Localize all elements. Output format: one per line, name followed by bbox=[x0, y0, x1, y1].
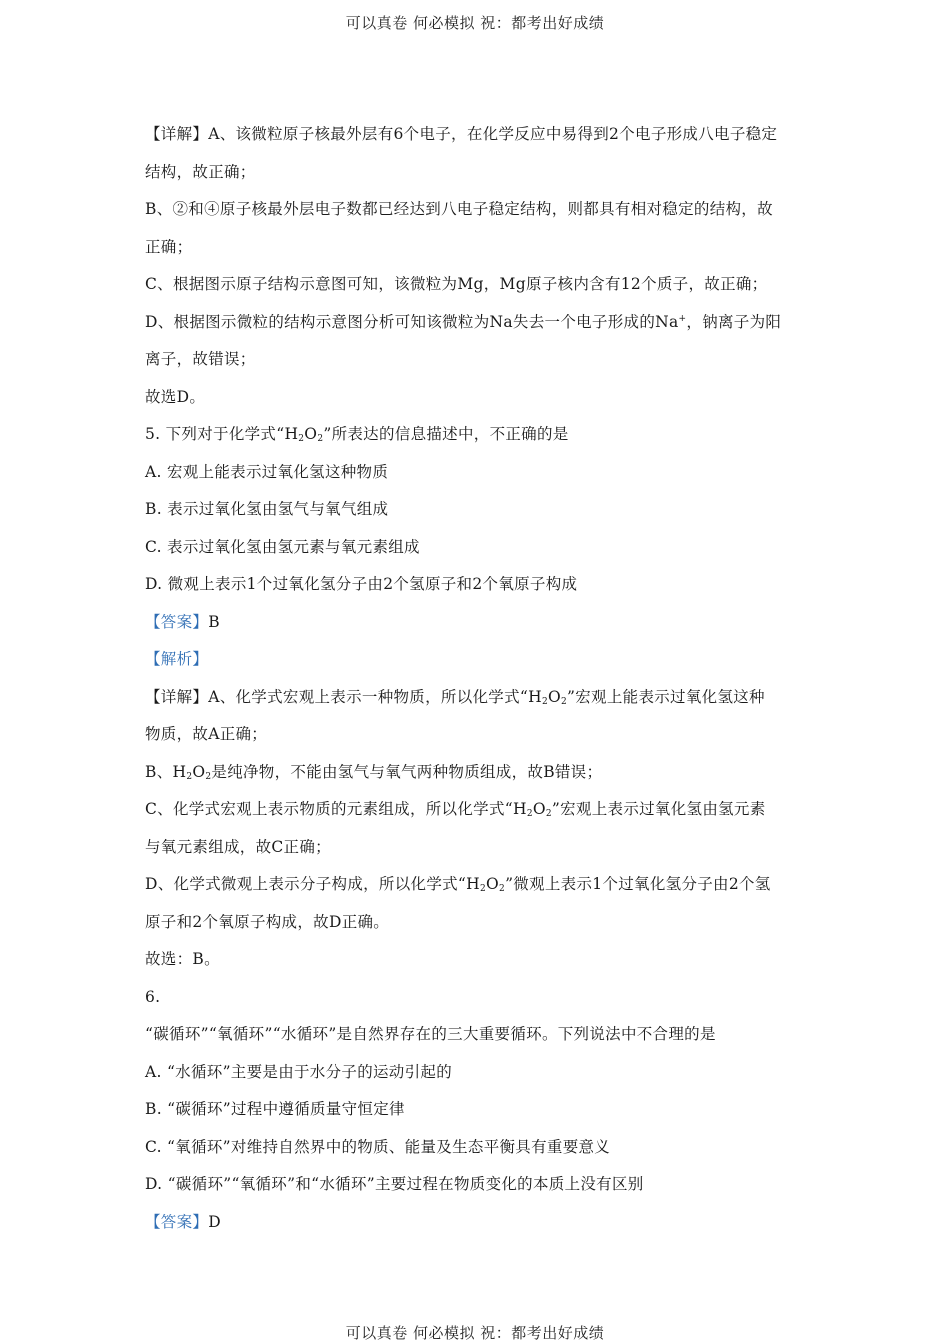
q4-detail-line-1: 【详解】A、该微粒原子核最外层有6个电子，在化学反应中易得到2个电子形成八电子稳定 bbox=[145, 125, 778, 143]
q4-detail-line-2: 结构，故正确； bbox=[145, 162, 256, 181]
q4-detail-line-6 bbox=[145, 310, 810, 348]
document-body bbox=[145, 122, 810, 1247]
q5-conclusion: 故选：B。 bbox=[145, 950, 220, 968]
q4-detail-line-6-text-end: ，钠离子为阳 bbox=[686, 312, 782, 331]
q5-detail-line-4: C、化学式宏观上表示物质的元素组成，所以化学式“$H_2O_2$”宏观上表示过氧化氢由氢元素 bbox=[145, 800, 766, 819]
q5-analysis-tag: 【解析】 bbox=[145, 650, 209, 668]
q5-detail-line-7: 原子和2个氧原子构成，故D正确。 bbox=[145, 912, 390, 931]
q5-option-d: D. 微观上表示1个过氧化氢分子由2个氢原子和2个氧原子构成 bbox=[145, 575, 578, 593]
q5-detail-line-6: D、化学式微观上表示分子构成，所以化学式“$H_2O_2$”微观上表示1个过氧化氢分子由2个氢 bbox=[145, 875, 771, 894]
q5-detail-line-2: 物质，故A正确； bbox=[145, 725, 268, 743]
q4-detail-line-4: 正确； bbox=[145, 237, 193, 256]
q6-option-a: A. “水循环”主要是由于水分子的运动引起的 bbox=[145, 1062, 452, 1081]
q6-option-d: D. “碳循环”“氧循环”和“水循环”主要过程在物质变化的本质上没有区别 bbox=[145, 1175, 644, 1193]
q6-stem: “碳循环”“氧循环”“水循环”是自然界存在的三大重要循环。下列说法中不合理的是 bbox=[145, 1025, 716, 1043]
answer-value: D bbox=[208, 1212, 221, 1231]
q5-detail-line-3: B、$H_2O_2$是纯净物，不能由氢气与氧气两种物质组成，故B错误； bbox=[145, 762, 603, 782]
q5-stem: 5. 下列对于化学式“$H_2O_2$”所表达的信息描述中，不正确的是 bbox=[145, 425, 569, 444]
q6-answer bbox=[145, 1210, 810, 1248]
q5-option-b: B. 表示过氧化氢由氢气与氧气组成 bbox=[145, 500, 389, 518]
page-footer: 可以真卷 何必模拟 祝：都考出好成绩 bbox=[345, 1324, 605, 1342]
q4-detail-line-3: B、②和④原子核最外层电子数都已经达到八电子稳定结构，则都具有相对稳定的结构，故 bbox=[145, 200, 773, 218]
sodium-ion-charge: + bbox=[678, 313, 687, 324]
q5-answer bbox=[145, 610, 810, 648]
q6-option-c: C. “氧循环”对维持自然界中的物质、能量及生态平衡具有重要意义 bbox=[145, 1137, 611, 1156]
answer-tag: 【答案】 bbox=[145, 612, 209, 631]
q4-detail-line-5: C、根据图示原子结构示意图可知，该微粒为Mg，Mg原子核内含有12个质子，故正确； bbox=[145, 275, 768, 293]
q4-conclusion: 故选D。 bbox=[145, 387, 206, 406]
q6-option-b: B. “碳循环”过程中遵循质量守恒定律 bbox=[145, 1100, 405, 1118]
q6-number: 6. bbox=[145, 987, 161, 1006]
q5-detail-line-5: 与氧元素组成，故C正确； bbox=[145, 837, 331, 856]
answer-value: B bbox=[208, 612, 220, 631]
q5-detail-line-1: 【详解】A、化学式宏观上表示一种物质，所以化学式“$H_2O_2$”宏观上能表示过氧化氢这种 bbox=[145, 687, 765, 707]
answer-tag: 【答案】 bbox=[145, 1212, 209, 1231]
q5-option-a: A. 宏观上能表示过氧化氢这种物质 bbox=[145, 462, 389, 481]
q4-detail-line-6-text: D、根据图示微粒的结构示意图分析可知该微粒为Na失去一个电子形成的Na bbox=[145, 312, 679, 331]
q5-option-c: C. 表示过氧化氢由氢元素与氧元素组成 bbox=[145, 537, 420, 556]
q4-detail-line-7: 离子，故错误； bbox=[145, 350, 256, 368]
page-header: 可以真卷 何必模拟 祝：都考出好成绩 bbox=[345, 14, 605, 32]
